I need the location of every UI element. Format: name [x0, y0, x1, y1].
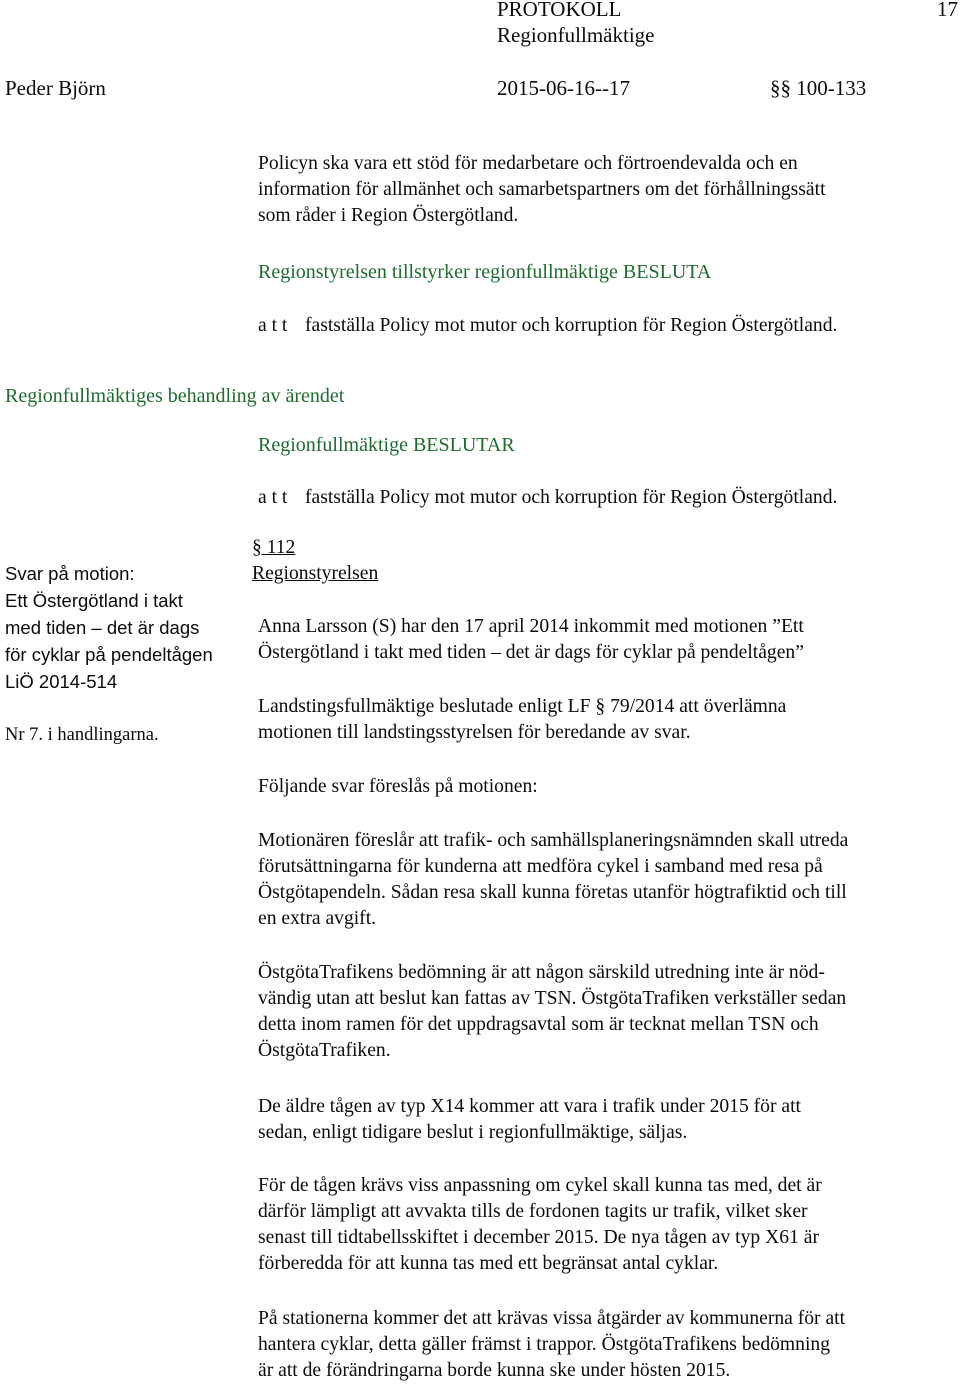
intro-line: information för allmänhet och samarbetspartners om det förhållningssätt — [258, 179, 826, 200]
paragraph-line: Motionären föreslår att trafik- och samhällsplaneringsnämnden skall utreda — [258, 830, 849, 851]
paragraph-line: därför lämpligt att avvakta tills de fordonen tagits ur trafik, vilket sker — [258, 1201, 808, 1222]
paragraph — [258, 1306, 958, 1384]
sidebar-line: Ett Östergötland i takt — [5, 590, 183, 611]
sidebar-line — [5, 695, 213, 722]
intro-paragraph — [258, 151, 958, 229]
att-label: a t t — [258, 487, 288, 508]
paragraph — [258, 1173, 958, 1277]
intro-line: Policyn ska vara ett stöd för medarbetare och förtroendevalda och en — [258, 153, 798, 174]
paragraph-line: På stationerna kommer det att krävas vissa åtgärder av kommunerna för att — [258, 1308, 846, 1329]
handling-heading: Regionfullmäktiges behandling av ärendet — [5, 385, 345, 407]
beslut-heading: Regionfullmäktige BESLUTAR — [258, 434, 515, 456]
att-text: fastställa Policy mot mutor och korruption för Region Östergötland. — [305, 315, 838, 336]
page-number: 17 — [937, 0, 958, 21]
paragraph-line: förberedda för att kunna tas med ett begränsat antal cyklar. — [258, 1253, 719, 1274]
paragraph-line: vändig utan att beslut kan fattas av TSN. ÖstgötaTrafiken verkställer sedan — [258, 988, 847, 1009]
paragraph-line: Följande svar föreslås på motionen: — [258, 776, 538, 797]
sidebar-line: med tiden – det är dags — [5, 617, 200, 638]
organ-name: Regionfullmäktige — [497, 23, 655, 47]
styrelse-decision-heading: Regionstyrelsen tillstyrker regionfullmäktige BESLUTA — [258, 261, 712, 283]
paragraph — [258, 614, 958, 666]
paragraph-line: är att de förändringarna borde kunna ske under hösten 2015. — [258, 1360, 731, 1381]
sidebar-line: Nr 7. i handlingarna. — [5, 725, 159, 745]
paragraph-line: ÖstgötaTrafikens bedömning är att någon särskild utredning inte är nöd- — [258, 962, 825, 983]
sidebar-line: för cyklar på pendeltågen — [5, 644, 213, 665]
paragraph-line: Landstingsfullmäktige beslutade enligt LF § 79/2014 att överlämna — [258, 696, 787, 717]
motion-sidebar — [5, 560, 213, 749]
meeting-date: 2015-06-16--17 — [497, 76, 630, 100]
paragraph-line: hantera cyklar, detta gäller främst i trappor. ÖstgötaTrafikens bedömning — [258, 1334, 830, 1355]
paragraph — [258, 960, 958, 1064]
paragraph — [258, 694, 958, 746]
paragraph-line: en extra avgift. — [258, 908, 377, 929]
document-type: PROTOKOLL — [497, 0, 622, 21]
paragraph-line: De äldre tågen av typ X14 kommer att vara i trafik under 2015 för att — [258, 1096, 801, 1117]
paragraph-line: Anna Larsson (S) har den 17 april 2014 inkommit med motionen ”Ett — [258, 616, 804, 637]
paragraph-line: motionen till landstingsstyrelsen för beredande av svar. — [258, 722, 691, 743]
paragraph-line: sedan, enligt tidigare beslut i regionfullmäktige, säljas. — [258, 1122, 688, 1143]
section-body-name: Regionstyrelsen — [252, 563, 379, 584]
att-text: fastställa Policy mot mutor och korruption för Region Östergötland. — [305, 487, 838, 508]
paragraph — [258, 774, 958, 800]
paragraph-line: förutsättningarna för kunderna att medföra cykel i samband med resa på — [258, 856, 823, 877]
paragraph — [258, 828, 958, 932]
paragraph-line: senast till tidtabellsskiftet i december 2015. De nya tågen av typ X61 är — [258, 1227, 819, 1248]
paragraph-line: För de tågen krävs viss anpassning om cykel skall kunna tas med, det är — [258, 1175, 822, 1196]
paragraph — [258, 1094, 958, 1146]
paragraph-line: ÖstgötaTrafiken. — [258, 1040, 391, 1061]
sidebar-line: LiÖ 2014-514 — [5, 671, 118, 692]
paragraph-line: Östgötapendeln. Sådan resa skall kunna företas utanför högtrafiktid och till — [258, 882, 847, 903]
person-name: Peder Björn — [5, 76, 106, 100]
paragraph-line: detta inom ramen för det uppdragsavtal som är tecknat mellan TSN och — [258, 1014, 819, 1035]
section-number: § 112 — [252, 537, 296, 558]
sidebar-line: Svar på motion: — [5, 563, 135, 584]
intro-line: som råder i Region Östergötland. — [258, 205, 519, 226]
section-range: §§ 100-133 — [770, 76, 867, 100]
att-label: a t t — [258, 315, 288, 336]
paragraph-line: Östergötland i takt med tiden – det är dags för cyklar på pendeltågen” — [258, 642, 804, 663]
